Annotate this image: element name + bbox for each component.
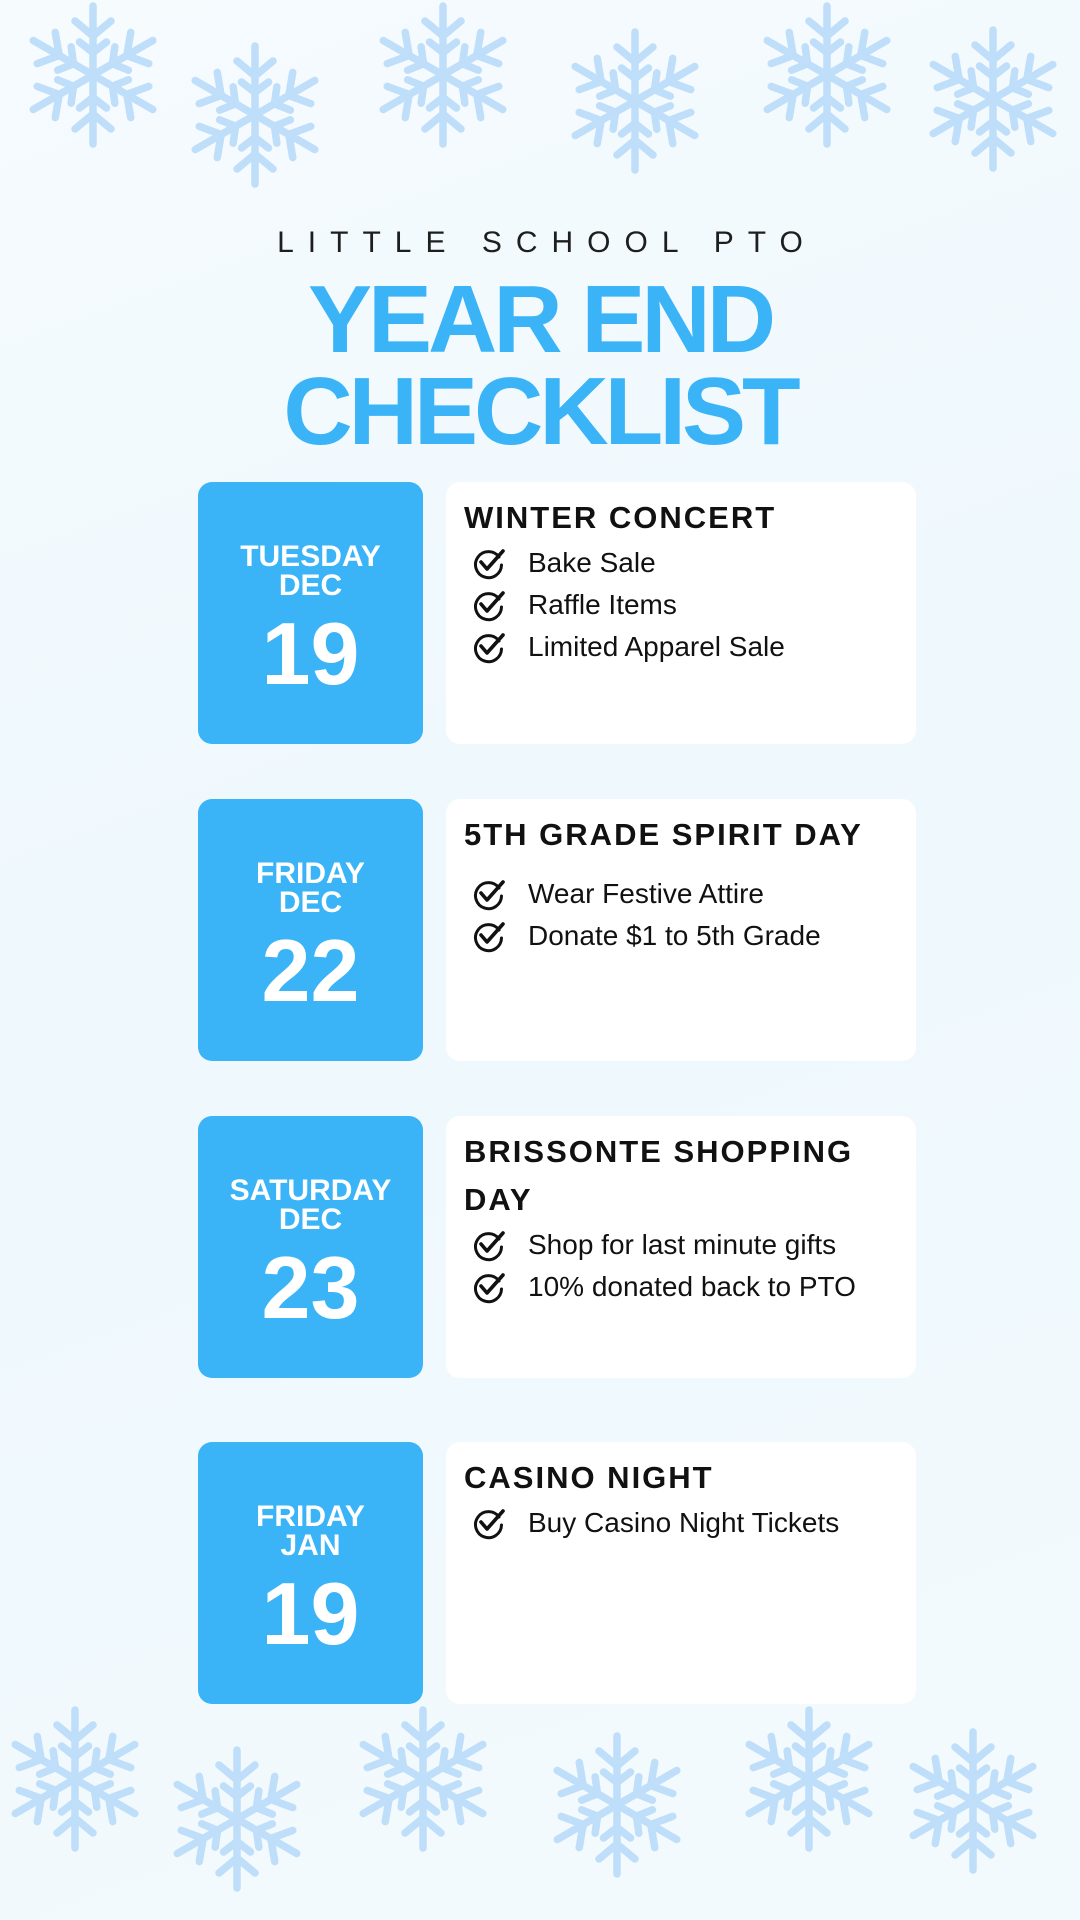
snowflake-icon (734, 1704, 884, 1854)
checklist (464, 1224, 898, 1308)
event-card (446, 799, 916, 1061)
snowflake-icon (560, 26, 710, 176)
checklist-item (464, 915, 898, 957)
organization-name: LITTLE SCHOOL PTO (277, 226, 817, 259)
checkmark-icon (472, 1506, 506, 1540)
event-title: BRISSONTE SHOPPING DAY (464, 1134, 854, 1217)
snowflake-row-top (0, 0, 1080, 220)
checklist-item-label: Limited Apparel Sale (528, 631, 785, 662)
snowflake-icon (162, 1744, 312, 1894)
snowflake-icon (542, 1730, 692, 1880)
snowflake-icon (898, 1726, 1048, 1876)
date-day-number: 19 (261, 604, 360, 703)
date-weekday: FRIDAY (256, 1500, 365, 1533)
event-card (446, 1442, 916, 1704)
checklist-item-label: Buy Casino Night Tickets (528, 1507, 840, 1538)
snowflake-icon (918, 24, 1068, 174)
date-month: DEC (278, 886, 343, 919)
event-winter-concert (198, 482, 916, 744)
date-badge (198, 482, 423, 744)
date-badge (198, 799, 423, 1061)
checkmark-icon (472, 1228, 506, 1262)
date-month: DEC (278, 569, 343, 602)
checklist-item (464, 626, 898, 668)
date-weekday: FRIDAY (256, 857, 365, 890)
checkmark-icon (472, 546, 506, 580)
checkmark-icon (472, 877, 506, 911)
checklist-item-label: Bake Sale (528, 547, 656, 578)
event-casino-night (198, 1442, 916, 1704)
snowflake-icon (180, 40, 330, 190)
page-title-line2: CHECKLIST (283, 358, 797, 465)
checklist-item (464, 584, 898, 626)
checklist-item-label: Shop for last minute gifts (528, 1229, 837, 1260)
snowflake-icon (752, 0, 902, 150)
checklist-item (464, 1224, 898, 1266)
event-card (446, 1116, 916, 1378)
event-card (446, 482, 916, 744)
snowflake-icon (0, 1704, 150, 1854)
event-title: WINTER CONCERT (464, 500, 777, 535)
page-title-line1: YEAR END (307, 266, 773, 373)
checklist (464, 873, 898, 957)
date-day-number: 19 (261, 1564, 360, 1663)
date-badge (198, 1116, 423, 1378)
event-title: CASINO NIGHT (464, 1460, 714, 1495)
event-title: 5TH GRADE SPIRIT DAY (464, 817, 863, 852)
date-badge (198, 1442, 423, 1704)
checklist-item-label: Wear Festive Attire (528, 878, 765, 909)
checkmark-icon (472, 1270, 506, 1304)
checkmark-icon (472, 919, 506, 953)
checklist-item-label: Raffle Items (528, 589, 677, 620)
snowflake-row-bottom (0, 1690, 1080, 1910)
date-weekday: TUESDAY (240, 540, 381, 573)
checklist (464, 1502, 898, 1544)
checklist-item-label: 10% donated back to PTO (528, 1271, 856, 1302)
checklist-item (464, 1502, 898, 1544)
snowflake-icon (348, 1704, 498, 1854)
snowflake-icon (368, 0, 518, 150)
date-day-number: 23 (261, 1238, 360, 1337)
checkmark-icon (472, 630, 506, 664)
checklist-item (464, 873, 898, 915)
event-shopping-day (198, 1116, 916, 1378)
date-month: JAN (280, 1529, 341, 1562)
checklist-item (464, 1266, 898, 1308)
snowflake-icon (18, 0, 168, 150)
date-weekday: SATURDAY (229, 1174, 392, 1207)
checklist-item-label: Donate $1 to 5th Grade (528, 920, 821, 951)
event-spirit-day (198, 799, 916, 1061)
date-month: DEC (278, 1203, 343, 1236)
checklist-item (464, 542, 898, 584)
date-day-number: 22 (261, 921, 360, 1020)
checkmark-icon (472, 588, 506, 622)
checklist (464, 542, 898, 668)
